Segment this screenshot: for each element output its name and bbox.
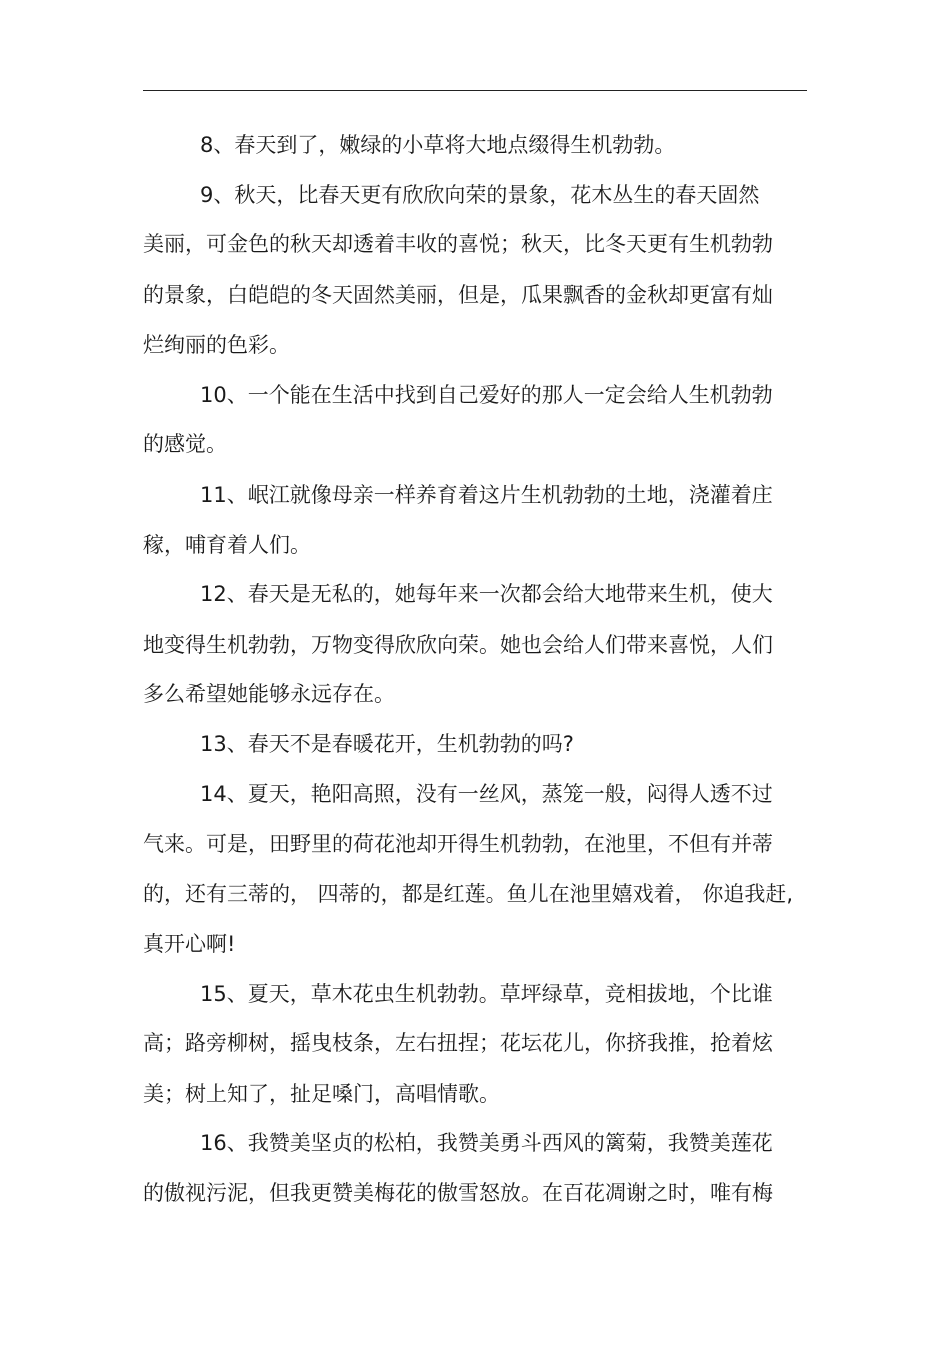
text-line: 9、秋天，比春天更有欣欣向荣的景象，花木丛生的春天固然: [200, 183, 760, 207]
text-line: 8、春天到了，嫩绿的小草将大地点缀得生机勃勃。: [200, 133, 676, 157]
text-line: 15、夏天，草木花虫生机勃勃。草坪绿草，竞相拔地，个比谁: [200, 982, 773, 1006]
text-line: 真开心啊!: [143, 932, 236, 956]
text-line: 14、夏天，艳阳高照，没有一丝风，蒸笼一般，闷得人透不过: [200, 782, 773, 806]
text-line: 烂绚丽的色彩。: [143, 333, 290, 357]
text-line: 11、岷江就像母亲一样养育着这片生机勃勃的土地，浇灌着庄: [200, 483, 773, 507]
text-line: 美丽，可金色的秋天却透着丰收的喜悦；秋天，比冬天更有生机勃勃: [143, 232, 773, 256]
text-line: 稼，哺育着人们。: [143, 533, 311, 557]
text-line: 的感觉。: [143, 432, 227, 456]
text-line: 美；树上知了，扯足嗓门，高唱情歌。: [143, 1082, 500, 1106]
text-line: 高；路旁柳树，摇曳枝条，左右扭捏；花坛花儿，你挤我推，抢着炫: [143, 1031, 773, 1055]
header-rule: [143, 90, 807, 91]
text-line: 13、春天不是春暖花开，生机勃勃的吗?: [200, 732, 574, 756]
text-line: 多么希望她能够永远存在。: [143, 682, 395, 706]
text-line: 气来。可是，田野里的荷花池却开得生机勃勃，在池里，不但有并蒂: [143, 832, 773, 856]
text-line: 10、一个能在生活中找到自己爱好的那人一定会给人生机勃勃: [200, 383, 773, 407]
text-line: 地变得生机勃勃，万物变得欣欣向荣。她也会给人们带来喜悦，人们: [143, 633, 773, 657]
text-line: 的景象，白皑皑的冬天固然美丽，但是，瓜果飘香的金秋却更富有灿: [143, 283, 773, 307]
text-line: 的傲视污泥，但我更赞美梅花的傲雪怒放。在百花凋谢之时，唯有梅: [143, 1181, 773, 1205]
text-line: 12、春天是无私的，她每年来一次都会给大地带来生机，使大: [200, 582, 773, 606]
text-line: 16、我赞美坚贞的松柏，我赞美勇斗西风的篱菊，我赞美莲花: [200, 1131, 773, 1155]
text-line: 的，还有三蒂的， 四蒂的，都是红莲。鱼儿在池里嬉戏着， 你追我赶,: [143, 882, 794, 906]
